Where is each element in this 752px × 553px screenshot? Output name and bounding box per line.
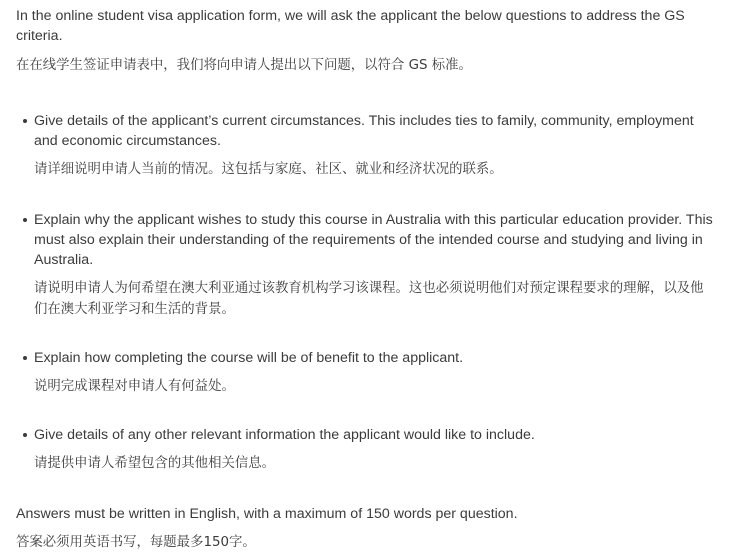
bullet-dot-icon (23, 433, 27, 437)
outro-english-text: Answers must be written in English, with a maximum of 150 words per question. (16, 506, 518, 522)
bullet-dot-icon (23, 356, 27, 360)
outro-chinese-text: 答案必须用英语书写，每题最多150字。 (16, 535, 256, 550)
question-item (16, 210, 716, 320)
intro-english-text: In the online student visa application form, we will ask the applicant the below questions to address the GS criteria. (16, 8, 685, 44)
question-list (16, 111, 716, 474)
question-item (16, 425, 716, 474)
outro-section (16, 504, 716, 553)
question-chinese-text: 请说明申请人为何希望在澳大利亚通过该教育机构学习该课程。这也必须说明他们对预定课程要求的理解，以及他们在澳大利亚学习和生活的背景。 (34, 281, 704, 317)
intro-section (16, 6, 716, 76)
intro-chinese-text: 在在线学生签证申请表中，我们将向申请人提出以下问题，以符合 GS 标准。 (16, 58, 472, 73)
question-item (16, 111, 716, 180)
bullet-dot-icon (23, 119, 27, 123)
document-body (16, 6, 716, 553)
question-chinese-text: 请提供申请人希望包含的其他相关信息。 (34, 456, 276, 471)
question-english-text: Explain how completing the course will be of benefit to the applicant. (34, 350, 464, 366)
bullet-dot-icon (23, 218, 27, 222)
question-item (16, 348, 716, 397)
question-english-text: Give details of any other relevant information the applicant would like to include. (34, 427, 535, 443)
question-chinese-text: 请详细说明申请人当前的情况。这包括与家庭、社区、就业和经济状况的联系。 (34, 162, 503, 177)
question-chinese-text: 说明完成课程对申请人有何益处。 (34, 379, 235, 394)
question-english-text: Explain why the applicant wishes to study this course in Australia with this particular education provider. This must also explain their understanding of the requirements of the intended course and studying and living in Australia. (34, 212, 713, 268)
question-english-text: Give details of the applicant’s current circumstances. This includes ties to family, community, employment and economic circumstances. (34, 113, 694, 149)
